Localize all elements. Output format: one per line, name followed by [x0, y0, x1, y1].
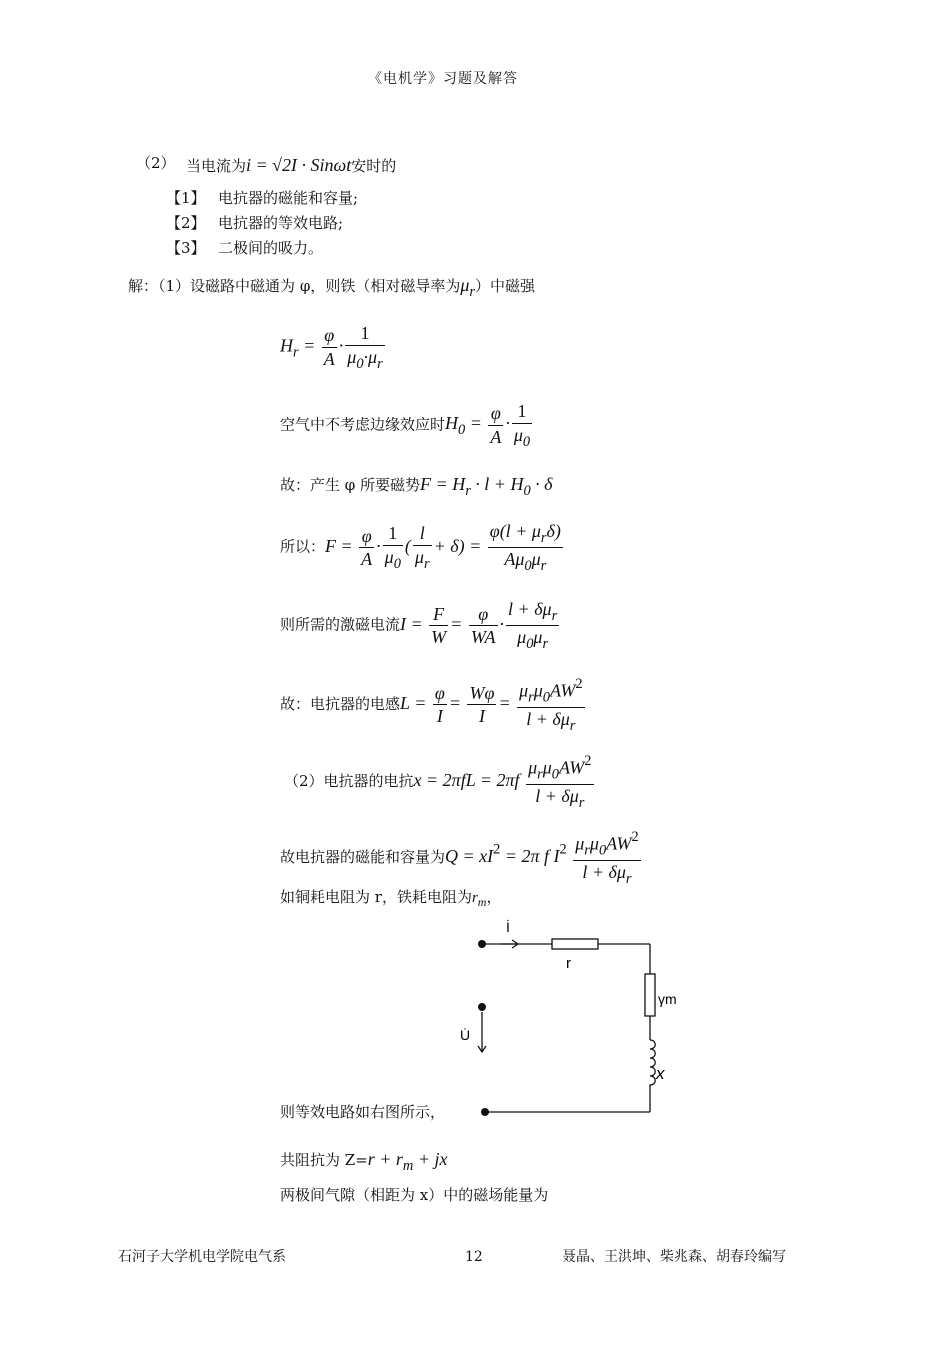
- eq-i: I = $\frac{F}{W}$ = $\frac{\varphi}{WA}$ · $\frac{l + \delta\mu_r}{\mu_0\mu_r}$: [400, 599, 558, 653]
- resistor-rm: [645, 974, 655, 1016]
- resistance-line: [280, 890, 501, 908]
- eq-i-line: [280, 598, 561, 653]
- eq-f: $F = H_r \cdot l + H_0 \cdot \delta$: [420, 474, 553, 500]
- label-voltage: U̇: [460, 1027, 471, 1043]
- impedance-text: 共阻抗为 Z=: [280, 1151, 368, 1169]
- page-number: 12: [465, 1249, 483, 1265]
- resist-text-a: 如铜耗电阻为 r，铁耗电阻为: [280, 888, 472, 906]
- solution-intro-b: ）中磁强: [474, 277, 535, 295]
- eq-h0: $H_0$ = $\frac{\varphi}{A}$ · $\frac{1}{\mu_0}$: [445, 401, 531, 450]
- current-expression: i = √2I · Sinωt: [246, 155, 352, 175]
- mmf-text: 故：产生 φ 所要磁势: [280, 476, 421, 494]
- label-current: İ: [506, 919, 510, 935]
- footer-right: 聂晶、王洪坤、柴兆森、胡春玲编写: [562, 1249, 786, 1265]
- label-x: x: [656, 1064, 665, 1083]
- inductor-x: [650, 1040, 655, 1090]
- item-2-marker: 【2】: [166, 214, 206, 232]
- so-text: 所以：: [280, 537, 326, 556]
- equivalent-circuit-diagram: [460, 912, 700, 1124]
- eq-x: x = 2πfL = 2πf $\frac{\mu_r\mu_0AW^2}{l + \delta\mu_r}$: [413, 753, 592, 811]
- part2-intro: [186, 156, 396, 174]
- page-header: 《电机学》习题及解答: [368, 71, 518, 87]
- eq-hr: $H_r$ = $\frac{\varphi}{A}$ · $\frac{1}{\mu_0\cdot\mu_r}$: [280, 323, 383, 372]
- solution-intro-a: 解：（1）设磁路中磁通为 φ，则铁（相对磁导率为: [128, 277, 461, 295]
- eq-q-line: [280, 828, 643, 888]
- item-1-text: 电抗器的磁能和容量;: [218, 189, 359, 207]
- impedance-line: [280, 1150, 447, 1173]
- part2-number: （2）: [136, 154, 176, 172]
- item-3-marker: 【3】: [166, 239, 206, 257]
- energy-text: 故电抗器的磁能和容量为: [280, 847, 446, 866]
- reactance-text: （2）电抗器的电抗: [284, 771, 414, 790]
- eq-q: $Q = xI^2 = 2\pi$ f $I^2$ $\frac{\mu_r\mu_0AW^2}{l + \delta\mu_r}$: [445, 829, 639, 887]
- air-gap-text: 空气中不考虑边缘效应时: [280, 415, 446, 434]
- equiv-circuit-text: 则等效电路如右图所示，: [280, 1103, 446, 1121]
- resist-text-b: ，: [486, 888, 502, 906]
- eq-so-line: [280, 520, 565, 575]
- terminal-mid: [478, 1003, 486, 1011]
- item-1-marker: 【1】: [166, 189, 206, 207]
- resistor-r: [552, 939, 598, 949]
- mu-r-symbol: $\mu_r$: [460, 275, 475, 301]
- current-text: 则所需的激磁电流: [280, 615, 401, 634]
- eq-h0-line: [280, 400, 534, 451]
- label-r: r: [566, 955, 571, 972]
- inductance-text: 故：电抗器的电感: [280, 694, 401, 713]
- gap-energy-text: 两极间气隙（相距为 x）中的磁场能量为: [280, 1186, 549, 1204]
- label-rm: γm: [658, 991, 677, 1007]
- eq-f-expanded: F = $\frac{\varphi}{A}$ · $\frac{1}{\mu_0}$ ( $\frac{l}{\mu_r}$ + δ) = $\frac{\varphi(l + \mu_r\delta)}{A\mu_0\mu_r}$: [325, 521, 561, 575]
- part2-intro-text: 当电流为: [186, 157, 247, 175]
- eq-l: L = $\frac{\varphi}{I}$ = $\frac{W\varphi}{I}$ = $\frac{\mu_r\mu_0AW^2}{l + \delta\mu_r}$: [400, 676, 583, 734]
- eq-f-line: [280, 475, 553, 498]
- eq-x-line: [284, 752, 596, 812]
- item-2-text: 电抗器的等效电路;: [218, 214, 344, 232]
- footer-left: 石河子大学机电学院电气系: [118, 1249, 286, 1265]
- item-3-text: 二极间的吸力。: [218, 239, 324, 257]
- eq-l-line: [280, 675, 587, 735]
- part2-suffix: 安时的: [351, 157, 397, 175]
- rm-symbol: $r_m$: [471, 890, 487, 910]
- solution-intro: [128, 276, 535, 299]
- eq-z: $r + r_m$ + jx: [367, 1149, 448, 1175]
